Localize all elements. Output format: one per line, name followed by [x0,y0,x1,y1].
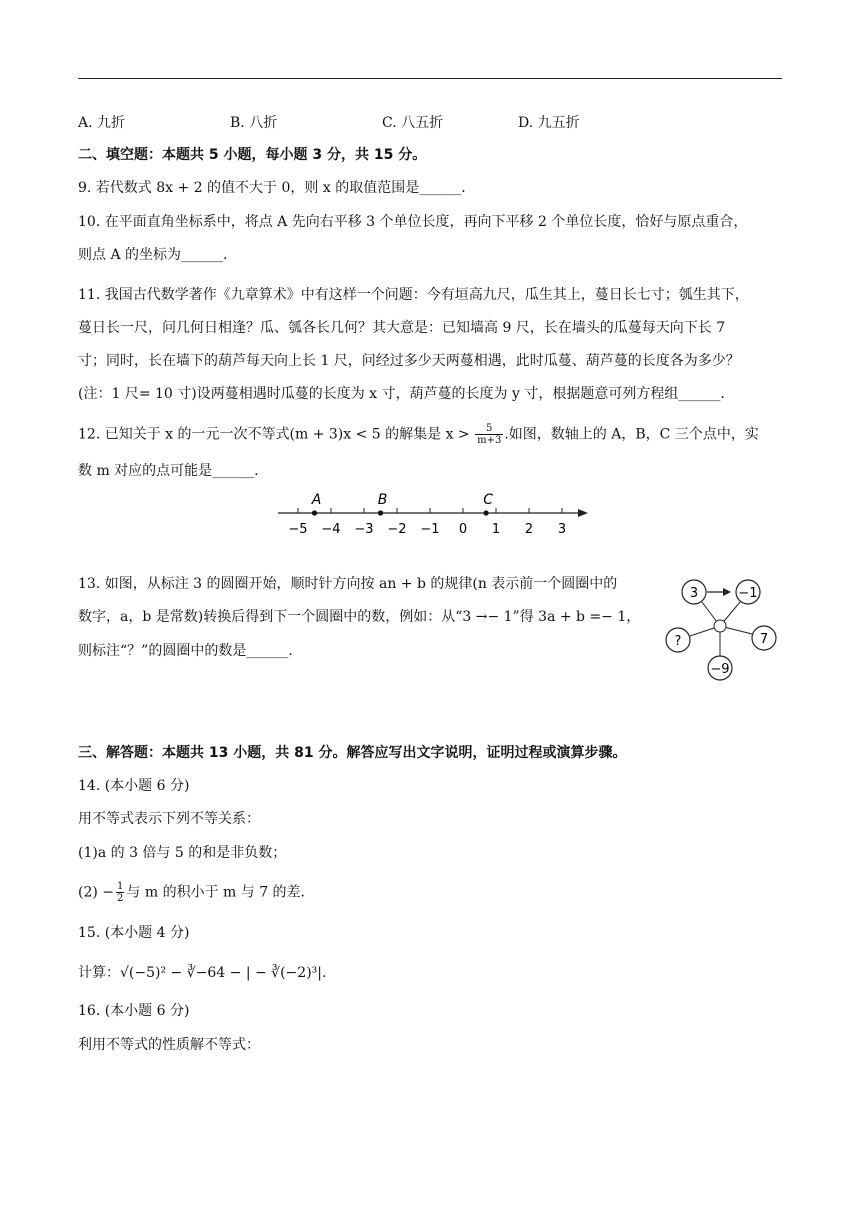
option-b: B. 八折 [230,115,278,131]
q14-part-2 [78,881,305,904]
q12-line-1-a: 12. 已知关于 x 的一元一次不等式(m + 3)x < 5 的解集是 x > [78,426,470,443]
q11-line-3: 寸；同时，长在墙下的葫芦每天向上长 1 尺，问经过多少天两蔓相遇，此时瓜蔓、葫芦蔓的长度各为多少？ [78,353,740,369]
option-a: A. 九折 [78,115,126,131]
circle-diagram [660,570,790,686]
point-B [378,510,383,515]
point-C [484,510,489,515]
point-A [312,510,317,515]
q13-line-3: 则标注“？”的圆圈中的数是______. [78,643,293,659]
q14-frac-num: 1 [117,881,124,892]
tick-label-0: 0 [458,522,468,537]
q15-title: 15. (本小题 4 分) [78,925,190,941]
q11-line-4: (注：1 尺= 10 寸)设两蔓相遇时瓜蔓的长度为 x 寸，葫芦蔓的长度为 y 寸，根据题意可列方程组______. [78,386,725,402]
q14-title: 14. (本小题 6 分) [78,778,190,794]
q14-fraction [116,881,124,904]
number-line-arrow-icon [578,509,588,517]
circle-question-label: ? [674,634,682,649]
center-node [714,620,726,632]
q12-frac-num: 5 [475,423,503,435]
point-label-B: B [377,492,388,508]
tick-label--3: −3 [354,522,374,537]
point-label-C: C [483,492,493,508]
q14-part-2-b: 与 m 的积小于 m 与 7 的差. [126,884,305,901]
q10-line-1: 10. 在平面直角坐标系中，将点 A 先向右平移 3 个单位长度，再向下平移 2 个单位长度，恰好与原点重合， [78,214,748,230]
q9-text: 9. 若代数式 8x + 2 的值不大于 0，则 x 的取值范围是______. [78,180,466,196]
tick-label-3: 3 [557,522,567,537]
q14-part-1: (1)a 的 3 倍与 5 的和是非负数； [78,845,287,861]
section-2-heading: 二、填空题：本题共 5 小题，每小题 3 分，共 15 分。 [78,147,427,163]
header-rule [78,78,782,79]
circle-minus1-label: −1 [738,586,758,601]
q12-fraction [475,423,503,446]
q12-line-2: 数 m 对应的点可能是______. [78,463,259,479]
q12-line-1 [78,423,759,446]
tick-label--2: −2 [387,522,407,537]
q14-intro: 用不等式表示下列不等关系： [78,811,260,827]
section-3-heading: 三、解答题：本题共 13 小题，共 81 分。解答应写出文字说明，证明过程或演算步骤。 [78,745,627,761]
circle-minus9-label: −9 [710,662,730,677]
arrow-head-icon [723,588,731,596]
circle-7-label: 7 [759,632,769,647]
q14-part-2-a: (2) − [78,884,115,901]
q10-line-2: 则点 A 的坐标为______. [78,247,228,263]
tick-label-1: 1 [491,522,501,537]
q14-frac-den: 2 [117,893,124,904]
tick-label--4: −4 [321,522,341,537]
q11-line-2: 蔓日长一尺，问几何日相逢？瓜、瓠各长几何？其大意是：已知墙高 9 尺，长在墙头的瓜蔓每天向下长 7 [78,320,726,336]
number-line-figure [276,484,596,544]
q16-intro: 利用不等式的性质解不等式： [78,1037,260,1053]
q16-title: 16. (本小题 6 分) [78,1003,190,1019]
q15-expression: 计算：√(−5)² − ∛−64 − | − ∛(−2)³|. [78,965,327,981]
tick-label-2: 2 [524,522,534,537]
circle-3-label: 3 [689,586,699,601]
q13-line-1: 13. 如图，从标注 3 的圆圈开始，顺时针方向按 an + b 的规律(n 表示前一个圆圈中的 [78,576,618,592]
q11-line-1: 11. 我国古代数学著作《九章算术》中有这样一个问题：今有垣高九尺，瓜生其上，蔓日长七寸；瓠生其下， [78,287,749,303]
tick-label--5: −5 [288,522,308,537]
q13-line-2: 数字，a，b 是常数)转换后得到下一个圆圈中的数，例如：从“3 →− 1”得 3a + b =− 1， [78,609,641,625]
point-label-A: A [311,492,322,508]
option-c: C. 八五折 [382,115,444,131]
option-d: D. 九五折 [518,115,580,131]
q12-frac-den: m+3 [477,435,502,446]
q12-line-1-b: .如图，数轴上的 A，B，C 三个点中，实 [504,426,759,443]
tick-label--1: −1 [420,522,440,537]
